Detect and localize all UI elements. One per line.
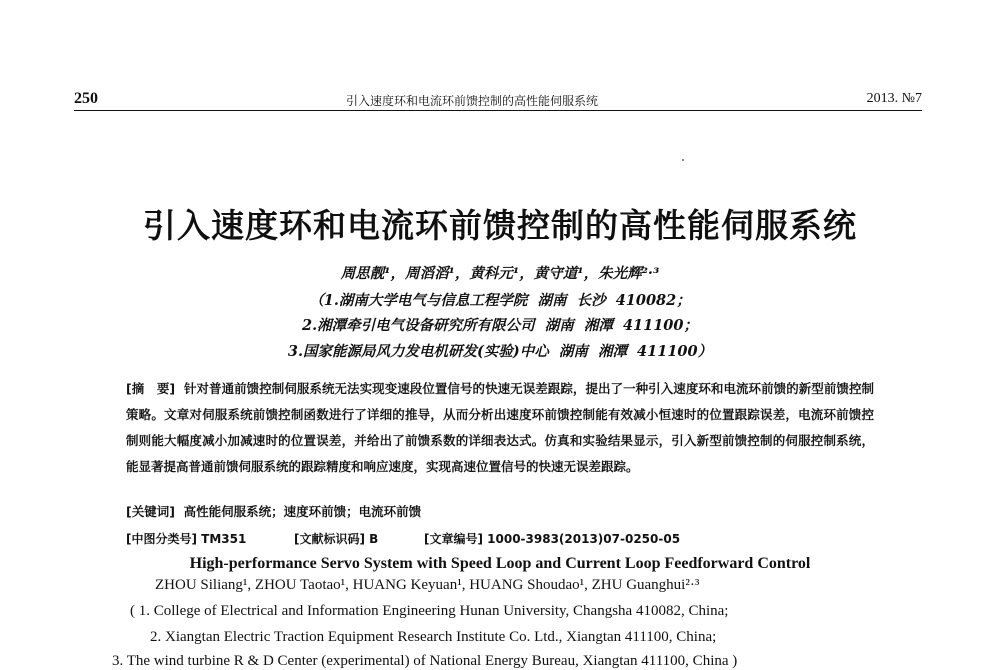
paper-title: 引入速度环和电流环前馈控制的高性能伺服系统 [143, 206, 857, 245]
document-code: [文献标识码] B [294, 532, 379, 546]
abstract [126, 376, 874, 480]
scan-speck [682, 159, 684, 161]
abstract-text: 针对普通前馈控制伺服系统无法实现变速段位置信号的快速无误差跟踪，提出了一种引入速度环和电流环前馈的新型前馈控制策略。文章对伺服系统前馈控制函数进行了详细的推导，从而分析出速度环前馈控制能有效减小恒速时的位置跟踪误差，电流环前馈控制则能大幅度减小加减速时的位置误差，并给出了前馈系数的详细表达式。仿真和实验结果显示，引入新型前馈控制的伺服控制系统，能显著提高普通前馈伺服系统的跟踪精度和响应速度，实现高速位置信号的快速无误差跟踪。 [126, 381, 874, 474]
affiliation-cn-1: （1.湖南大学电气与信息工程学院 湖南 长沙 410082； [309, 292, 691, 309]
authors-cn: 周思靓¹，周滔滔¹，黄科元¹，黄守道¹，朱光辉²·³ [340, 265, 660, 282]
abstract-label: [摘 要] [126, 381, 176, 396]
english-affiliation-2: 2. Xiangtan Electric Traction Equipment Research Institute Co. Ltd., Xiangtan 411100, China; [150, 629, 717, 645]
english-affiliation-1: ( 1. College of Electrical and Information Engineering Hunan University, Changsha 410082, China; [130, 603, 729, 619]
affiliation-cn-2: 2.湘潭牵引电气设备研究所有限公司 湖南 湘潭 411100； [302, 317, 698, 334]
journal-issue: 2013. №7 [866, 91, 922, 106]
running-title: 引入速度环和电流环前馈控制的高性能伺服系统 [346, 94, 599, 108]
keywords-text: 高性能伺服系统；速度环前馈；电流环前馈 [183, 504, 422, 519]
keywords-label: [关键词] [126, 504, 175, 519]
english-affiliation-3: 3. The wind turbine R & D Center (experimental) of National Energy Bureau, Xiangtan 411100, China ) [112, 653, 738, 669]
page-number: 250 [74, 90, 98, 107]
english-title: High-performance Servo System with Speed Loop and Current Loop Feedforward Control [189, 555, 811, 572]
running-header [74, 90, 922, 111]
article-number: [文章编号] 1000-3983(2013)07-0250-05 [424, 532, 681, 546]
affiliation-cn-3: 3.国家能源局风力发电机研发(实验)中心 湖南 湘潭 411100） [287, 343, 713, 360]
clc-number: [中图分类号] TM351 [126, 532, 247, 546]
keywords [126, 502, 421, 520]
english-authors: ZHOU Siliang¹, ZHOU Taotao¹, HUANG Keyuan¹, HUANG Shoudao¹, ZHU Guanghui²·³ [155, 577, 700, 593]
